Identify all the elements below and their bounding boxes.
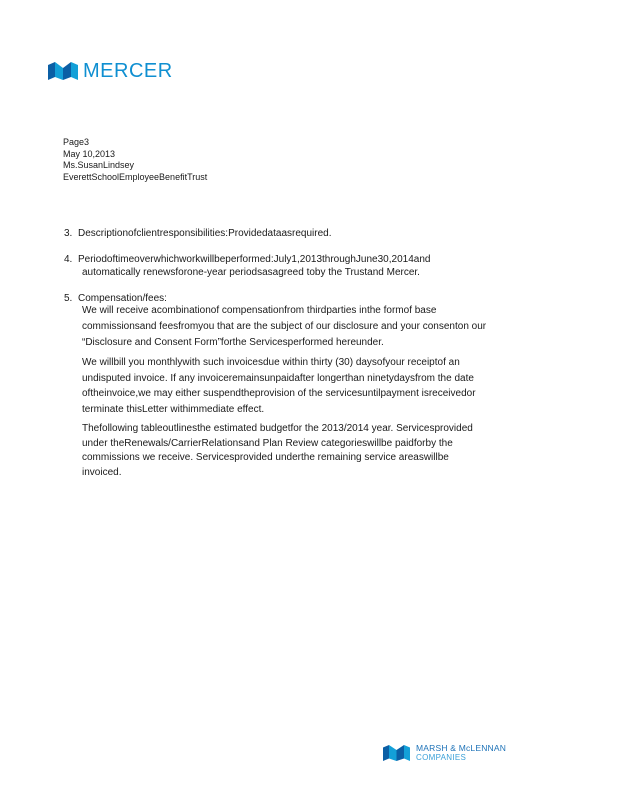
- recipient-name: Ms.SusanLindsey: [63, 160, 135, 170]
- paragraph-line: invoiced.: [82, 466, 122, 478]
- section-5-paragraph-1: [82, 305, 486, 350]
- marsh-mclennan-text: [416, 744, 506, 762]
- marsh-mclennan-logo: [383, 744, 506, 762]
- paragraph-line: “Disclosure and Consent Form”forthe Servicesperformed hereunder.: [82, 337, 384, 348]
- paragraph-line: undisputed invoice. If any invoiceremainsunpaidafter longerthan ninetydaysfrom the date: [82, 372, 474, 384]
- letter-header: [63, 137, 207, 183]
- section-4-line-2: automatically renewsforone-year periodsasagreed toby the Trustand Mercer.: [82, 267, 420, 278]
- section-4-line-1: Periodoftimeoverwhichworkwillbeperformed:July1,2013throughJune30,2014and: [78, 254, 431, 265]
- section-3-text: Descriptionofclientresponsibilities:Providedataasrequired.: [78, 228, 332, 239]
- page-number: Page3: [63, 137, 90, 147]
- footer-line-1: MARSH & McLENNAN: [416, 743, 507, 753]
- paragraph-line: We will receive acombinationof compensationfrom thirdparties inthe formof base: [82, 305, 437, 316]
- section-5-paragraph-3: [82, 423, 473, 479]
- section-5-heading: Compensation/fees:: [78, 293, 167, 304]
- paragraph-line: under theRenewals/CarrierRelationsand Plan Review categorieswillbe paidforby the: [82, 437, 453, 449]
- paragraph-line: commissionsand feesfromyou that are the subject of our disclosure and your consenton our: [82, 321, 487, 332]
- section-5-number: 5.: [64, 293, 73, 304]
- mercer-logo-text: MERCER: [83, 60, 173, 82]
- paragraph-line: We willbill you monthlywith such invoicesdue within thirty (30) daysofyour receiptof an: [82, 357, 460, 368]
- paragraph-line: commissions we receive. Servicesprovided underthe remaining service areaswillbe: [82, 452, 449, 463]
- section-4-number: 4.: [64, 254, 73, 265]
- mercer-logo: [48, 60, 173, 82]
- paragraph-line: oftheinvoice,we may either suspendtheprovision of the servicesuntilpayment isreceivedor: [82, 388, 476, 399]
- section-5-paragraph-2: [82, 357, 476, 416]
- letter-date: May 10,2013: [63, 148, 116, 159]
- section-3-number: 3.: [64, 228, 73, 239]
- mercer-logo-icon: [48, 62, 78, 80]
- recipient-organization: EverettSchoolEmployeeBenefitTrust: [63, 171, 208, 182]
- paragraph-line: Thefollowing tableoutlinesthe estimated budgetfor the 2013/2014 year. Servicesprovided: [82, 423, 473, 434]
- footer-line-2: COMPANIES: [416, 753, 467, 762]
- paragraph-line: terminate thisLetter withimmediate effect.: [82, 403, 265, 415]
- marsh-mclennan-logo-icon: [383, 745, 410, 761]
